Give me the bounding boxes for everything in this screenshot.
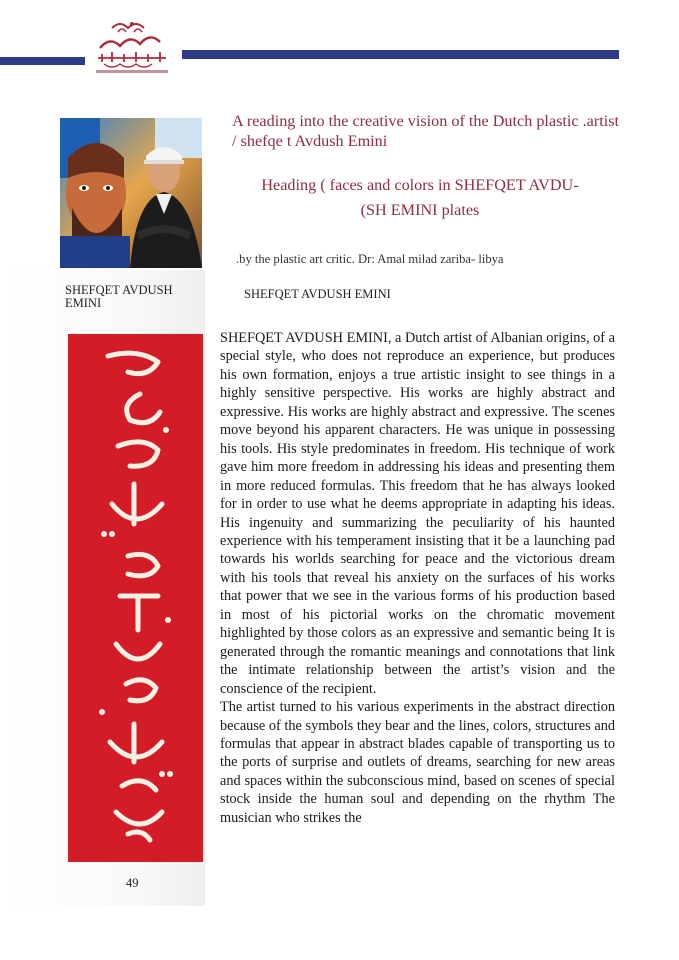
page-number: 49 [126, 876, 139, 890]
article-byline: .by the plastic art critic. Dr: Amal milad zariba- libya [236, 252, 504, 266]
body-paragraph-1: SHEFQET AVDUSH EMINI, a Dutch artist of Albanian origins, of a special style, who does not reproduce an experience, but produces his own formation, enjoys a true artistic insight to see things in a highly sensitive perspective. His works are highly abstract and expressive. His works are highly abstract and expressive. The scenes move beyond his apparent characters. He was unique in possessing his tools. His style predominates in freedom. His technique of work gave him more freedom in addressing his ideas and presenting them in more reduced formulas. This freedom that he has always looked for in order to use what he deems appropriate in adapting his ideas. His ingenuity and summarizing the peculiarity of his haunted experience with his temperament insisting that it be a launching pad towards his worlds searching for peace and the victorious dream with his tools that reveal his anxiety on the surfaces of his works that power that we see in the various forms of his production based in most of his pictorial works on the chromatic movement highlighted by those colors as an expressive and semantic being It is generated through the romantic meanings and connotations that link the intimate relationship between the artist’s vision and the conscience of the recipient. [220, 330, 615, 697]
heading-line-1: Heading ( faces and colors in SHEFQET AVDU- [261, 176, 579, 194]
encyclopedia-logo [88, 18, 176, 78]
photo-caption: SHEFQET AVDUSH EMINI [65, 283, 173, 310]
body-paragraph-2: The artist turned to his various experiments in the abstract direction because of the symbols they bear and the lines, colors, structures and formulas that appear in abstract blades capable of transporting us to the ports of surprise and outlets of dreams, searching for new areas and spaces within the subconscious mind, based on scenes of special stock inside the human soul and depending on the rhythm The musician who strikes the [220, 699, 615, 826]
article-title: A reading into the creative vision of the Dutch plastic .artist / shefqe t Avdush Emini [232, 112, 620, 150]
heading-line-2: (SH EMINI plates [360, 201, 480, 219]
arabic-banner [68, 334, 203, 862]
article-heading [220, 173, 620, 223]
artist-photo [60, 118, 202, 268]
article-body [220, 329, 615, 889]
column-caption: SHEFQET AVDUSH EMINI [244, 287, 391, 301]
header-rule-right [182, 50, 619, 59]
header-rule-left [0, 57, 85, 65]
